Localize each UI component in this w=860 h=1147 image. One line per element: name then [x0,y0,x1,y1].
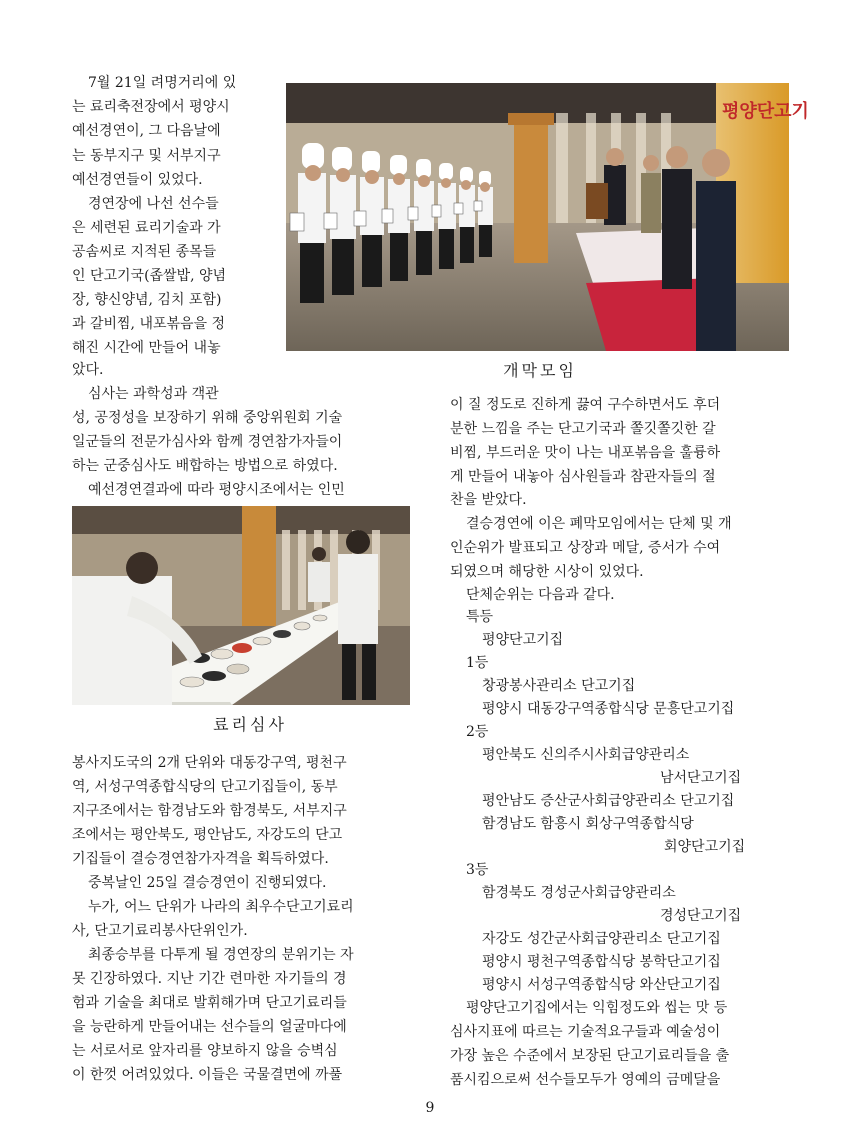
svg-text:평양단고기: 평양단고기 [722,101,809,122]
text-line: 최종승부를 다투게 될 경연장의 분위기는 자 [88,947,354,963]
text-line: 예선경연결과에 따라 평양시조에서는 인민 [88,482,345,498]
text-line: 품시킴으로써 선수들모두가 영예의 금메달을 [450,1072,721,1088]
text-line: 공솜씨로 지적된 종목들 [72,244,217,260]
text-line: 인 단고기국(좁쌀밥, 양념 [72,268,227,284]
text-line: 장, 향신양념, 김치 포함) [72,292,222,308]
text-line: 는 서로서로 앞자리를 양보하지 않을 승벽심 [72,1043,338,1059]
text-line: 분한 느낌을 주는 단고기국과 쫄깃쫄깃한 갈 [450,421,716,437]
judging-photo [72,506,410,705]
text-line: 누가, 어느 단위가 나라의 최우수단고기료리 [88,899,354,915]
ranking-entry: 평양시 평천구역종합식당 봉학단고기집 [482,954,721,970]
text-line: 는 료리축전장에서 평양시 [72,99,230,115]
ranking-entry: 평양시 대동강구역종합식당 문흥단고기집 [482,701,735,717]
ranking-entry: 자강도 성간군사회급양관리소 단고기집 [482,931,721,947]
ranking-heading: 특등 [466,609,494,625]
ranking-entry: 평안북도 신의주시사회급양관리소 [482,747,690,763]
text-line: 을 능란하게 만들어내는 선수들의 얼굴마다에 [72,1019,347,1035]
text-line: 는 동부지구 및 서부지구 [72,148,221,164]
caption-judging: 료리심사 [213,715,287,734]
text-line: 사, 단고기료리봉사단위인가. [72,923,248,939]
banner-text [722,100,809,122]
text-line: 심사는 과학성과 객관 [88,386,219,402]
text-line: 예선경연이, 그 다음날에 [72,123,221,139]
ranking-entry: 회양단고기집 [664,839,746,855]
text-line: 역, 서성구역종합식당의 단고기집들이, 동부 [72,779,338,795]
text-line: 심사지표에 따르는 기술적요구들과 예술성이 [450,1024,721,1040]
ranking-heading: 1등 [466,655,489,671]
text-line: 비찜, 부드러운 맛이 나는 내포볶음을 훌륭하 [450,445,721,461]
text-line: 이 질 정도로 진하게 끓여 구수하면서도 후더 [450,397,721,413]
text-line: 되였으며 해당한 시상이 있었다. [450,564,644,580]
text-line: 중복날인 25일 결승경연이 진행되였다. [88,875,327,891]
caption-opening: 개막모임 [503,361,577,380]
text-line: 평양단고기집에서는 익힘정도와 씹는 맛 등 [466,1000,728,1016]
ranking-entry: 평안남도 증산군사회급양관리소 단고기집 [482,793,735,809]
text-line: 봉사지도국의 2개 단위와 대동강구역, 평천구 [72,755,347,771]
opening-ceremony-photo [286,83,809,351]
ranking-entry: 남서단고기집 [660,770,742,786]
text-line: 일군들의 전문가심사와 함께 경연참가자들이 [72,434,343,450]
page-number: 9 [425,1100,435,1116]
text-line: 성, 공정성을 보장하기 위해 중앙위원회 기술 [72,410,343,426]
text-line: 예선경연들이 있었다. [72,172,203,188]
ranking-heading: 2등 [466,724,489,740]
text-line: 았다. [72,362,104,378]
text-line: 하는 군중심사도 배합하는 방법으로 하였다. [72,458,338,474]
text-line: 기집들이 결승경연참가자격을 획득하였다. [72,851,329,867]
text-line: 결승경연에 이은 폐막모임에서는 단체 및 개 [466,516,732,532]
text-line: 7월 21일 려명거리에 있 [88,75,237,91]
text-line: 게 만들어 내놓아 심사원들과 참관자들의 절 [450,469,716,485]
text-line: 은 세련된 료리기술과 가 [72,220,221,236]
text-line: 가장 높은 수준에서 보장된 단고기료리들을 출 [450,1048,730,1064]
text-line: 찬을 받았다. [450,492,527,508]
text-line: 해진 시간에 만들어 내놓 [72,340,221,356]
text-line: 이 한껏 어려있었다. 이들은 국물결면에 까풀 [72,1067,343,1083]
text-line: 경연장에 나선 선수들 [88,196,219,212]
ranking-entry: 경성단고기집 [660,908,742,924]
text-line: 인순위가 발표되고 상장과 메달, 증서가 수여 [450,540,721,556]
text-line: 지구조에서는 함경남도와 함경북도, 서부지구 [72,803,347,819]
text-line: 단체순위는 다음과 같다. [466,587,615,603]
ranking-heading: 3등 [466,862,489,878]
ranking-entry: 함경북도 경성군사회급양관리소 [482,885,676,901]
text-line: 못 긴장하였다. 지난 기간 련마한 자기들의 경 [72,971,347,987]
text-line: 과 갈비찜, 내포볶음을 정 [72,316,226,332]
text-line: 험과 기술을 최대로 발휘해가며 단고기료리들 [72,995,347,1011]
ranking-entry: 평양단고기집 [482,632,564,648]
ranking-entry: 창광봉사관리소 단고기집 [482,678,636,694]
ranking-entry: 평양시 서성구역종합식당 와산단고기집 [482,977,721,993]
ranking-entry: 함경남도 함흥시 회상구역종합식당 [482,816,694,832]
text-line: 조에서는 평안북도, 평안남도, 자강도의 단고 [72,827,343,843]
